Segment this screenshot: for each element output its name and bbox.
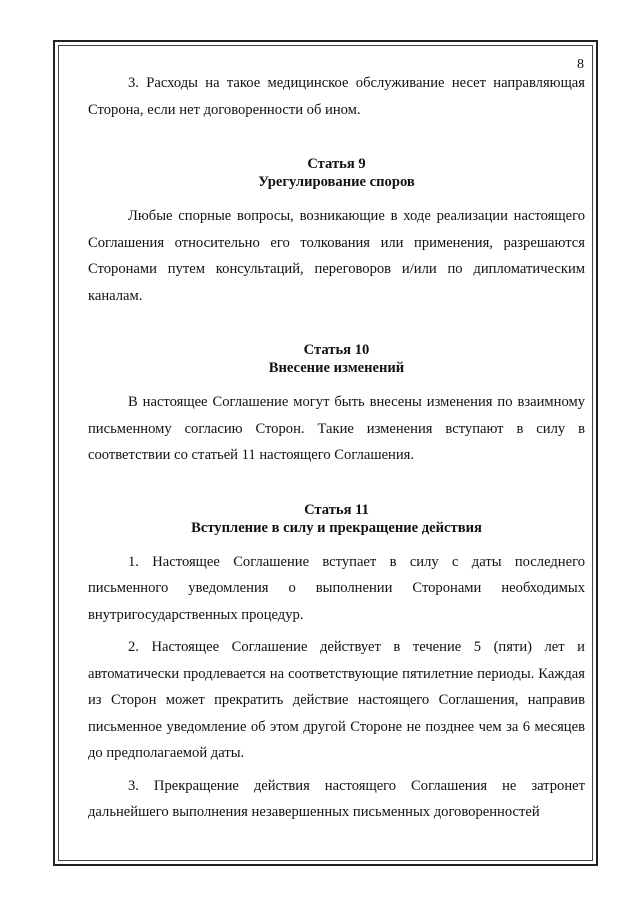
- article-11-paragraph-3: 3. Прекращение действия настоящего Соглашения не затронет дальнейшего выполнения незавершенных письменных договоренностей: [88, 777, 585, 820]
- article-10-paragraph: В настоящее Соглашение могут быть внесены изменения по взаимному письменному согласию Сторон. Такие изменения вступают в силу в соответствии со статьей 11 настоящего Соглашения.: [88, 394, 585, 463]
- page-number: 8: [577, 57, 584, 72]
- article-11-title: Вступление в силу и прекращение действия: [191, 519, 482, 536]
- article-9-number: Статья 9: [307, 156, 366, 172]
- document-body: [88, 70, 585, 826]
- article-11-number: Статья 11: [304, 501, 369, 518]
- article-11-paragraph-1: 1. Настоящее Соглашение вступает в силу с даты последнего письменного уведомления о выполнении Сторонами необходимых внутригосударственных процедур.: [88, 553, 585, 623]
- article-9-title: Урегулирование споров: [258, 174, 415, 190]
- paragraph-8-3: 3. Расходы на такое медицинское обслуживание несет направляющая Сторона, если нет договоренности об ином.: [88, 75, 585, 118]
- article-9-paragraph: Любые спорные вопросы, возникающие в ходе реализации настоящего Соглашения относительно его толкования или применения, разрешаются Сторонами путем консультаций, переговоров и/или по дипломатическим каналам.: [88, 208, 585, 304]
- article-11-paragraph-2: 2. Настоящее Соглашение действует в течение 5 (пяти) лет и автоматически продлевается на соответствующие пятилетние периоды. Каждая из Сторон может прекратить действие настоящего Соглашения, направив письменное уведомление об этом другой Стороне не позднее чем за 6 месяцев до предполагаемой даты.: [88, 639, 585, 761]
- article-10-title: Внесение изменений: [268, 360, 405, 376]
- article-10-number: Статья 10: [303, 342, 370, 358]
